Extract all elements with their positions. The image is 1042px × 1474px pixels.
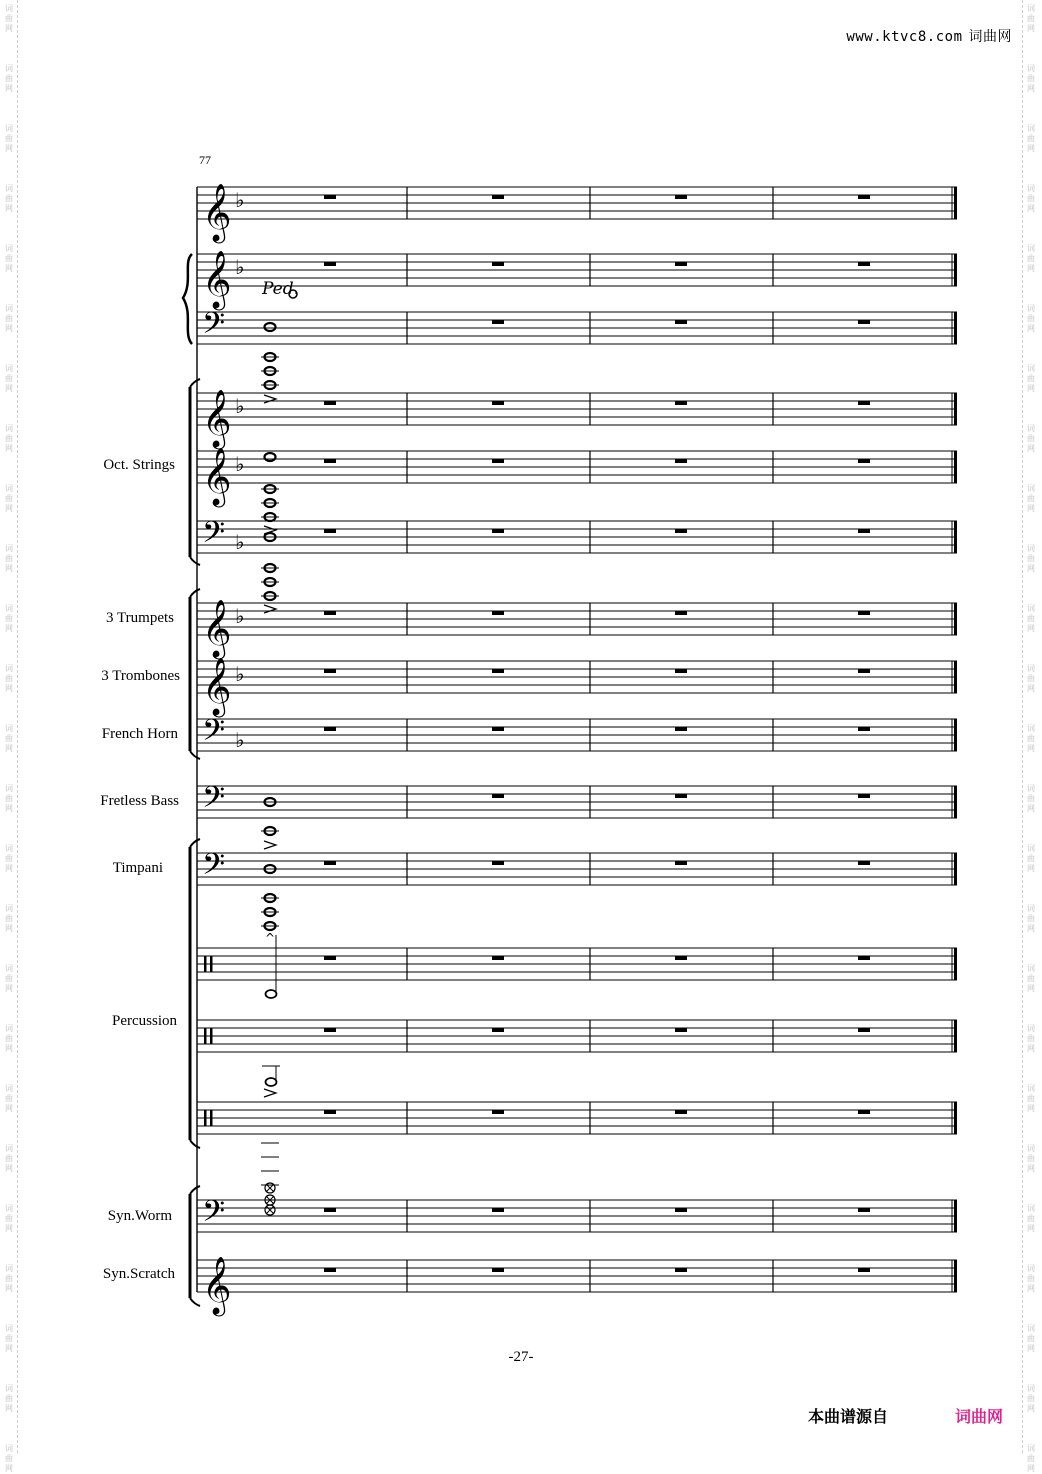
key-flat: ♭ [235,188,245,212]
watermark-char: 词 [5,784,13,793]
watermark-char: 曲 [5,974,13,983]
watermark-char: 曲 [5,494,13,503]
whole-rest [492,459,504,463]
whole-rest [324,1208,336,1212]
watermark-char: 网 [5,864,13,873]
watermark-char: 曲 [1027,734,1035,743]
whole-rest [675,611,687,615]
watermark-char: 曲 [1027,1094,1035,1103]
watermark-char: 曲 [5,674,13,683]
watermark-char: 网 [5,1464,13,1473]
watermark-char: 曲 [1027,1274,1035,1283]
watermark-char: 网 [1027,1344,1035,1353]
watermark-char: 曲 [5,374,13,383]
label-syn-worm: Syn.Worm [107,1208,172,1224]
watermark-char: 词 [5,184,13,193]
watermark-char: 曲 [1027,434,1035,443]
watermark-char: 网 [5,24,13,33]
watermark-char: 网 [1027,1164,1035,1173]
watermark-char: 曲 [1027,614,1035,623]
whole-rest [858,861,870,865]
watermark-char: 曲 [5,914,13,923]
watermark-char: 网 [1027,1044,1035,1053]
whole-rest [324,529,336,533]
bracket-synths [190,1298,200,1306]
watermark-char: 网 [1027,684,1035,693]
watermark-char: 曲 [1027,374,1035,383]
watermark-char: 曲 [1027,1154,1035,1163]
percussion-clef [204,956,207,972]
watermark-char: 网 [1027,984,1035,993]
bass-clef: 𝄢 [202,516,226,557]
watermark-char: 词 [1027,124,1035,133]
watermark-char: 网 [5,1344,13,1353]
whole-rest [675,1110,687,1114]
watermark-char: 网 [5,624,13,633]
watermark-char: 曲 [1027,974,1035,983]
whole-rest [858,1028,870,1032]
whole-rest [492,401,504,405]
watermark-char: 曲 [5,854,13,863]
piano-brace [183,254,192,344]
watermark-char: 曲 [1027,674,1035,683]
whole-rest [858,611,870,615]
whole-rest [858,401,870,405]
key-flat: ♭ [235,728,245,752]
watermark-char: 词 [1027,844,1035,853]
watermark-char: 网 [1027,264,1035,273]
watermark-char: 词 [1027,784,1035,793]
bracket-synths [190,1186,200,1194]
watermark-char: 词 [5,1384,13,1393]
watermark-char: 网 [5,384,13,393]
footer-source-label: 本曲谱源自 [808,1407,889,1426]
whole-rest [324,1268,336,1272]
whole-rest [492,611,504,615]
watermark-char: 词 [5,1204,13,1213]
watermark-char: 曲 [1027,74,1035,83]
bracket-percussion [190,839,200,847]
watermark-char: 网 [5,144,13,153]
whole-rest [324,1110,336,1114]
watermark-char: 网 [5,84,13,93]
watermark-char: 曲 [1027,1454,1035,1463]
watermark-char: 词 [1027,904,1035,913]
watermark-char: 词 [5,1444,13,1453]
watermark-char: 曲 [5,1274,13,1283]
footer-brand-link[interactable]: 词曲网 [955,1407,1004,1426]
watermark-char: 词 [5,1144,13,1153]
whole-rest [675,401,687,405]
watermark-char: 词 [1027,724,1035,733]
watermark-char: 曲 [1027,1334,1035,1343]
watermark-char: 词 [1027,304,1035,313]
key-flat: ♭ [235,452,245,476]
label-oct-strings: Oct. Strings [103,457,175,473]
half-note [266,990,277,998]
key-flat: ♭ [235,530,245,554]
watermark-char: 曲 [5,1154,13,1163]
whole-rest [858,459,870,463]
percussion-clef [204,1028,207,1044]
accent-mark [264,1089,276,1097]
whole-rest [492,669,504,673]
watermark-char: 词 [1027,184,1035,193]
bracket-oct-strings [190,557,200,565]
percussion-clef [210,1028,213,1044]
watermark-char: 曲 [1027,1034,1035,1043]
watermark-char: 词 [1027,1444,1035,1453]
whole-rest [324,956,336,960]
watermark-char: 曲 [5,614,13,623]
watermark-char: 词 [1027,244,1035,253]
label-timpani: Timpani [112,860,163,876]
watermark-char: 网 [5,1044,13,1053]
watermark-char: 词 [1027,1324,1035,1333]
label-trumpets: 3 Trumpets [106,610,174,626]
whole-rest [324,262,336,266]
whole-rest [858,669,870,673]
watermark-char: 曲 [5,1454,13,1463]
percussion-clef [210,956,213,972]
watermark-char: 词 [1027,364,1035,373]
watermark-char: 词 [5,304,13,313]
watermark-char: 网 [1027,864,1035,873]
watermark-char: 曲 [5,1034,13,1043]
watermark-char: 词 [1027,964,1035,973]
whole-rest [858,956,870,960]
key-flat: ♭ [235,662,245,686]
watermark-char: 词 [5,604,13,613]
watermark-char: 网 [5,684,13,693]
watermark-char: 网 [1027,204,1035,213]
label-percussion: Percussion [112,1013,177,1029]
watermark-char: 曲 [1027,914,1035,923]
whole-rest [675,320,687,324]
marcato-mark: ^ [265,931,276,945]
watermark-char: 词 [5,1024,13,1033]
whole-rest [858,529,870,533]
whole-rest [675,1028,687,1032]
whole-rest [324,401,336,405]
bracket-brass [190,751,200,759]
watermark-char: 网 [1027,24,1035,33]
whole-rest [675,262,687,266]
watermark-char: 词 [5,844,13,853]
watermark-char: 词 [1027,604,1035,613]
watermark-char: 曲 [1027,854,1035,863]
accent-mark [264,841,276,849]
watermark-char: 网 [5,744,13,753]
treble-clef: 𝄞 [202,1256,232,1314]
watermark-char: 曲 [5,314,13,323]
whole-rest [675,794,687,798]
watermark-char: 曲 [1027,794,1035,803]
watermark-char: 曲 [5,194,13,203]
watermark-char: 网 [5,1404,13,1413]
watermark-char: 词 [5,4,13,13]
watermark-char: 网 [1027,1404,1035,1413]
treble-clef: 𝄞 [202,250,232,308]
watermark-char: 曲 [1027,194,1035,203]
watermark-char: 词 [1027,64,1035,73]
whole-rest [324,195,336,199]
watermark-char: 网 [5,924,13,933]
watermark-char: 曲 [5,1334,13,1343]
watermark-char: 网 [1027,324,1035,333]
whole-rest [675,195,687,199]
watermark-char: 网 [1027,444,1035,453]
watermark-char: 曲 [5,1214,13,1223]
whole-rest [492,195,504,199]
treble-clef: 𝄞 [202,183,232,241]
watermark-char: 词 [1027,1144,1035,1153]
watermark-char: 词 [5,724,13,733]
bracket-brass [190,589,200,597]
watermark-char: 词 [1027,484,1035,493]
watermark-char: 网 [1027,1104,1035,1113]
watermark-char: 词 [1027,1204,1035,1213]
watermark-char: 词 [5,1084,13,1093]
whole-rest [858,794,870,798]
watermark-char: 词 [1027,1024,1035,1033]
key-flat: ♭ [235,394,245,418]
watermark-char: 曲 [5,734,13,743]
watermark-char: 词 [1027,424,1035,433]
watermark-char: 网 [5,564,13,573]
whole-rest [858,727,870,731]
watermark-char: 网 [1027,804,1035,813]
whole-rest [858,1110,870,1114]
label-french-horn: French Horn [101,726,178,742]
whole-rest [492,529,504,533]
watermark-char: 网 [1027,744,1035,753]
whole-rest [858,1208,870,1212]
watermark-char: 曲 [5,1394,13,1403]
whole-rest [675,861,687,865]
watermark-char: 网 [5,324,13,333]
watermark-char: 网 [1027,924,1035,933]
watermark-char: 词 [1027,1384,1035,1393]
whole-note [265,323,276,331]
whole-rest [492,1110,504,1114]
watermark-char: 网 [5,1224,13,1233]
watermark-char: 词 [5,964,13,973]
watermark-char: 网 [5,1104,13,1113]
whole-rest [675,529,687,533]
accent-mark [264,395,276,403]
watermark-char: 曲 [1027,254,1035,263]
watermark-char: 词 [5,664,13,673]
watermark-char: 曲 [1027,1394,1035,1403]
whole-rest [675,1268,687,1272]
label-trombones: 3 Trombones [101,668,180,684]
whole-rest [492,320,504,324]
watermark-char: 曲 [5,254,13,263]
whole-rest [492,956,504,960]
watermark-char: 词 [1027,1084,1035,1093]
bass-clef: 𝄢 [202,781,226,822]
whole-rest [324,727,336,731]
watermark-char: 曲 [5,1094,13,1103]
whole-rest [858,1268,870,1272]
watermark-char: 词 [5,484,13,493]
watermark-char: 词 [5,364,13,373]
watermark-char: 曲 [5,434,13,443]
treble-clef: 𝄞 [202,657,232,715]
bracket-percussion [190,1140,200,1148]
watermark-char: 网 [1027,624,1035,633]
whole-rest [675,1208,687,1212]
watermark-char: 曲 [5,134,13,143]
whole-rest [492,1028,504,1032]
watermark-char: 网 [5,204,13,213]
bass-clef: 𝄢 [202,714,226,755]
page-number: -27- [508,1349,534,1365]
watermark-char: 网 [1027,84,1035,93]
watermark-char: 词 [5,424,13,433]
watermark-char: 网 [5,804,13,813]
treble-clef: 𝄞 [202,389,232,447]
watermark-char: 词 [1027,4,1035,13]
watermark-char: 词 [1027,664,1035,673]
site-url[interactable]: www.ktvc8.com [846,29,963,45]
whole-rest [858,195,870,199]
key-flat: ♭ [235,255,245,279]
half-note [266,1078,277,1086]
accent-mark [264,605,276,613]
whole-rest [858,320,870,324]
watermark-char: 词 [5,904,13,913]
watermark-char: 网 [1027,1464,1035,1473]
whole-rest [324,669,336,673]
whole-rest [675,669,687,673]
whole-rest [324,459,336,463]
whole-rest [858,262,870,266]
whole-rest [492,1268,504,1272]
watermark-char: 词 [1027,1264,1035,1273]
key-flat: ♭ [235,604,245,628]
watermark-char: 曲 [1027,14,1035,23]
bracket-oct-strings [190,379,200,387]
watermark-char: 网 [1027,1284,1035,1293]
watermark-char: 词 [5,124,13,133]
watermark-char: 曲 [5,74,13,83]
whole-rest [492,262,504,266]
whole-rest [324,1028,336,1032]
watermark-char: 网 [5,264,13,273]
whole-rest [324,611,336,615]
watermark-char: 网 [5,1284,13,1293]
watermark-char: 词 [5,244,13,253]
watermark-char: 曲 [5,14,13,23]
watermark-char: 曲 [1027,314,1035,323]
watermark-char: 曲 [1027,494,1035,503]
whole-rest [675,727,687,731]
watermark-char: 词 [5,544,13,553]
bass-clef: 𝄢 [202,848,226,889]
whole-rest [492,861,504,865]
whole-rest [492,794,504,798]
watermark-char: 词 [5,64,13,73]
treble-clef: 𝄞 [202,599,232,657]
label-fretless-bass: Fretless Bass [100,793,179,809]
watermark-char: 网 [1027,504,1035,513]
measure-number: 77 [199,153,211,167]
watermark-char: 词 [1027,544,1035,553]
watermark-char: 网 [1027,144,1035,153]
treble-clef: 𝄞 [202,447,232,505]
whole-rest [675,956,687,960]
watermark-char: 词 [5,1264,13,1273]
watermark-char: 曲 [5,794,13,803]
percussion-clef [210,1110,213,1126]
whole-rest [324,861,336,865]
whole-rest [675,459,687,463]
watermark-char: 网 [1027,1224,1035,1233]
pedal-mark: Ped. [262,279,300,299]
watermark-char: 网 [5,984,13,993]
site-name: 词曲网 [968,29,1012,45]
bass-clef: 𝄢 [202,1195,226,1236]
percussion-clef [204,1110,207,1126]
watermark-char: 曲 [5,554,13,563]
whole-rest [492,727,504,731]
watermark-char: 曲 [1027,554,1035,563]
bass-clef: 𝄢 [202,307,226,348]
watermark-char: 网 [1027,384,1035,393]
label-syn-scratch: Syn.Scratch [102,1266,175,1282]
whole-rest [492,1208,504,1212]
watermark-char: 网 [5,444,13,453]
watermark-char: 网 [5,1164,13,1173]
watermark-char: 网 [5,504,13,513]
watermark-char: 曲 [1027,134,1035,143]
watermark-char: 词 [5,1324,13,1333]
whole-note [265,453,276,461]
watermark-char: 曲 [1027,1214,1035,1223]
watermark-char: 网 [1027,564,1035,573]
